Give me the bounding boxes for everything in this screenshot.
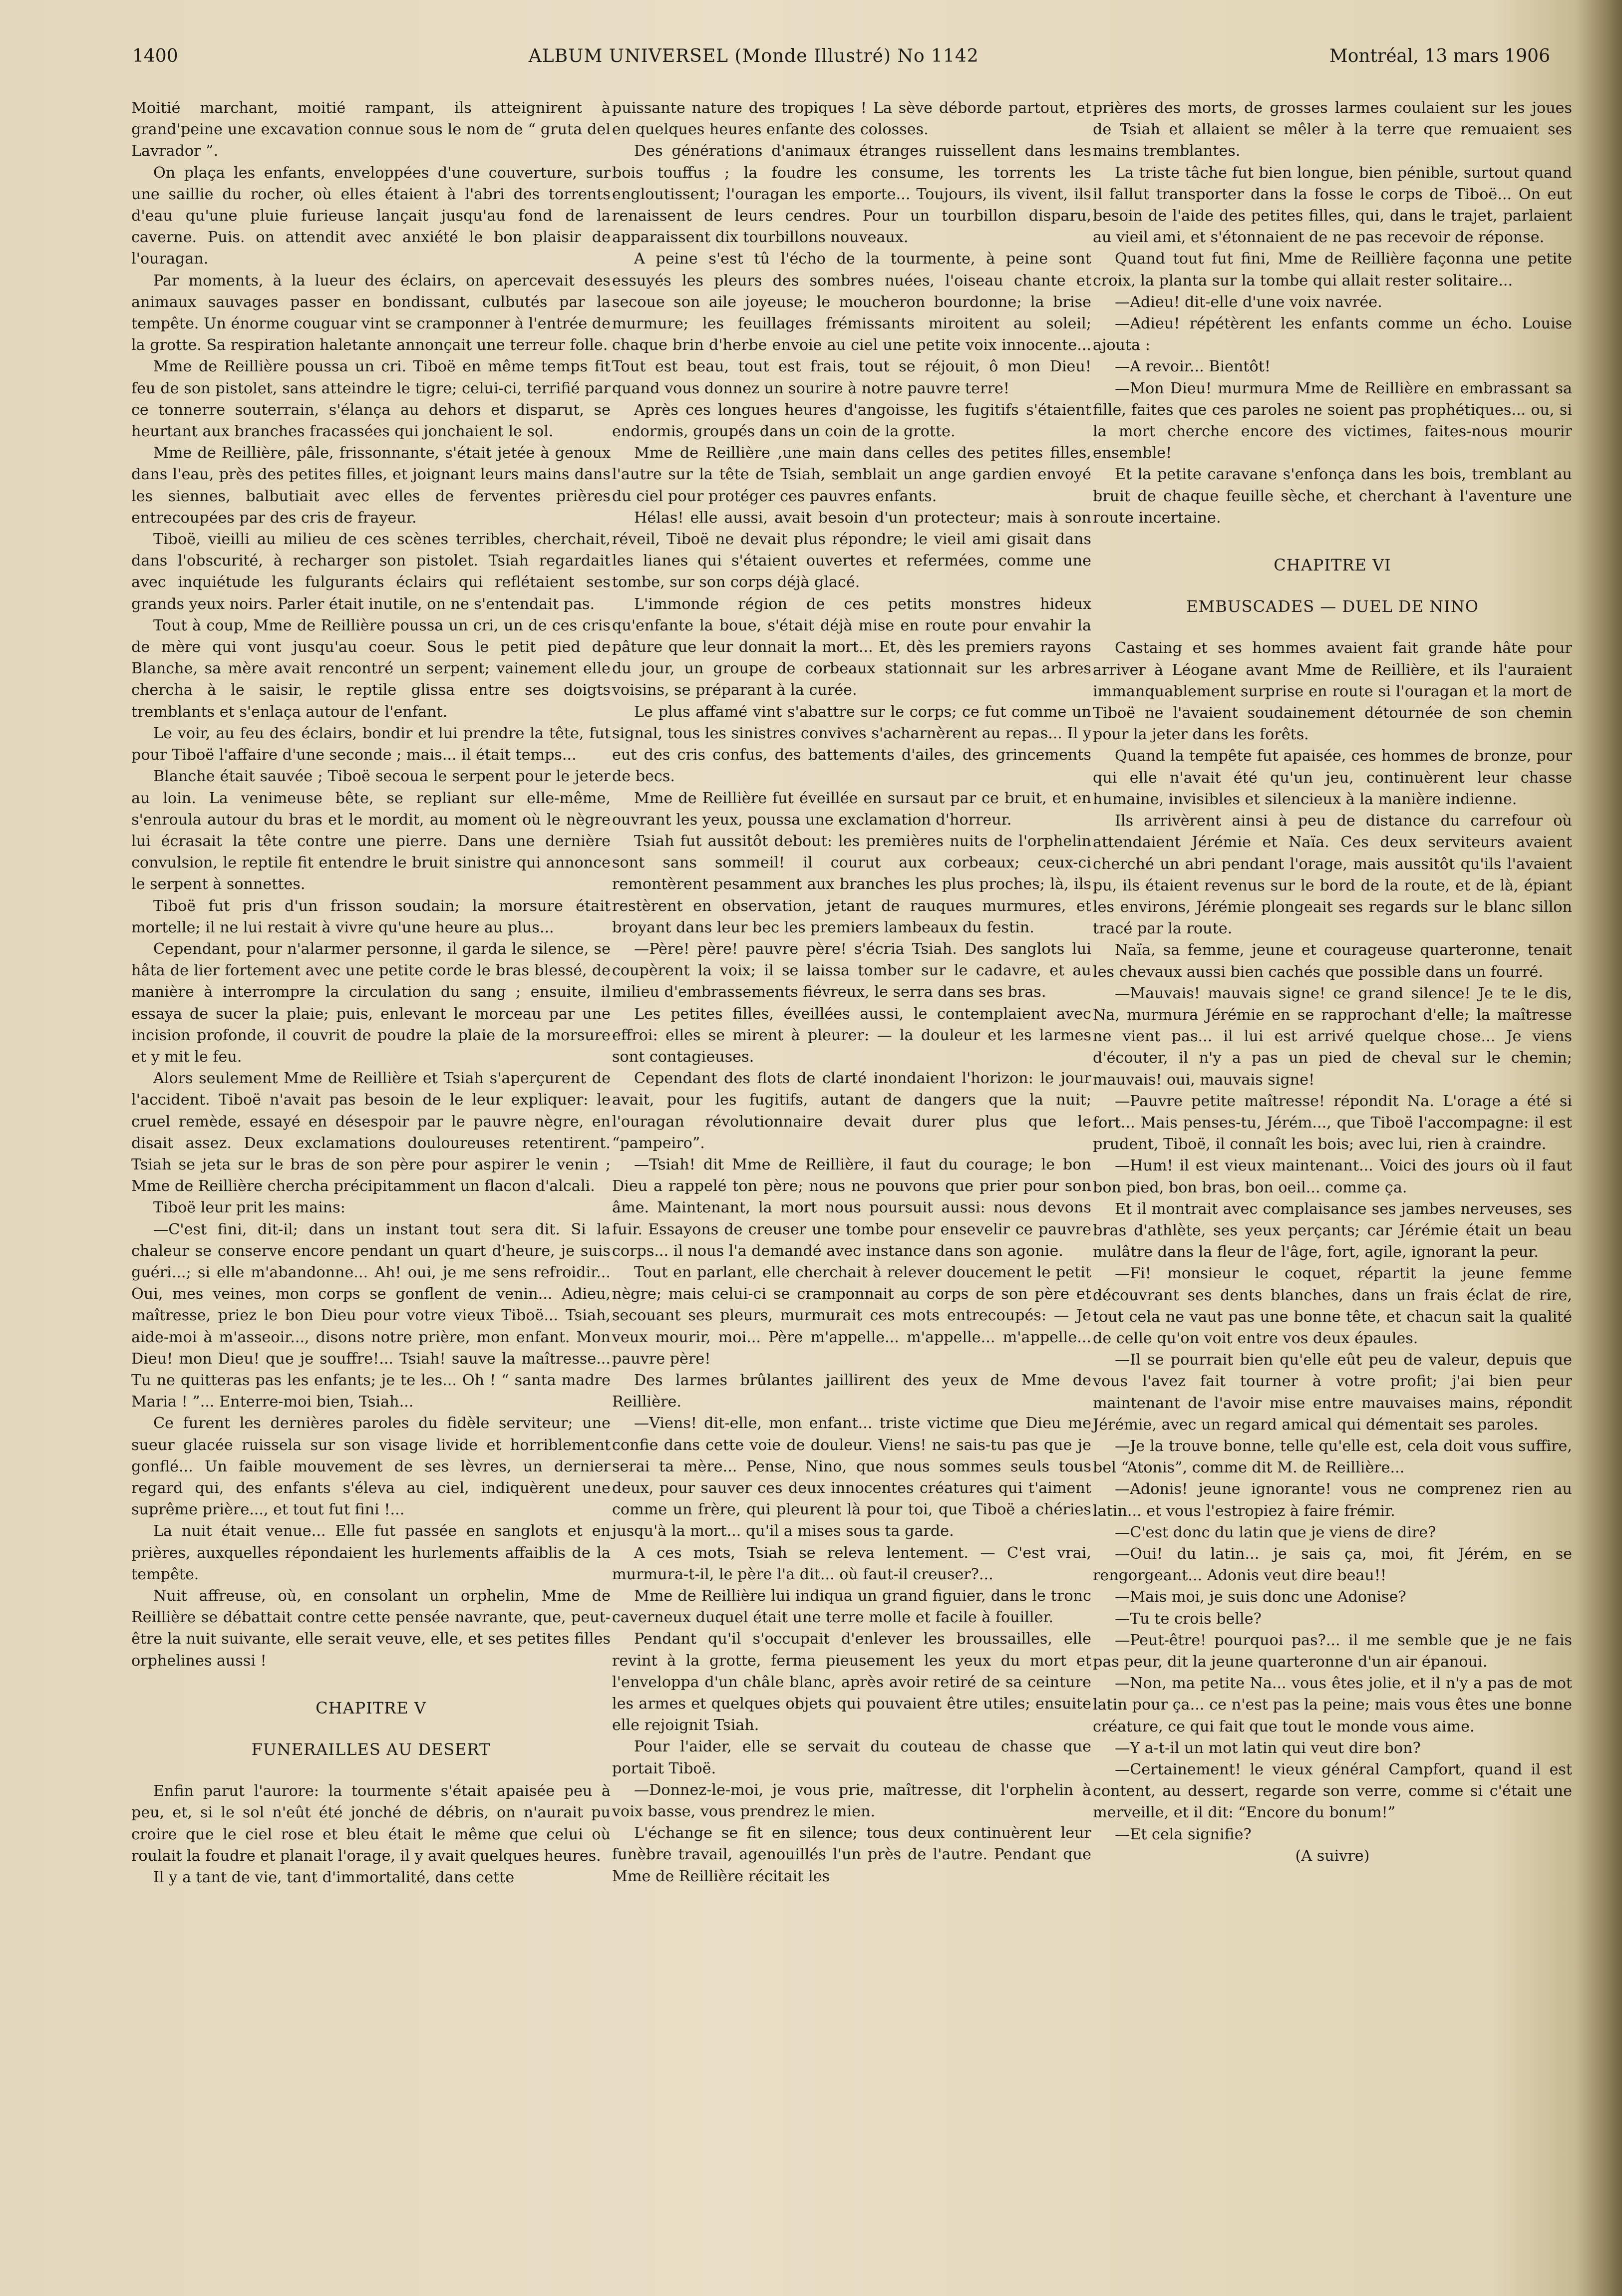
paragraph: —A revoir... Bientôt! — [1115, 358, 1271, 376]
chapter-6-title: CHAPITRE VI — [1274, 556, 1391, 575]
paragraph: —Certainement! le vieux général Campfort, quand il est content, au dessert, regarde son verre, comme si c'était une merveille, et il dit: “Encore du bonum!” — [1093, 1761, 1572, 1822]
paragraph: Ce furent les dernières paroles du fidèle serviteur; une sueur glacée ruissela sur son visage livide et horriblement gonflé... Un faible mouvement de ses lèvres, un dernier regard qui, des enfants s'éleva au ciel, indiquèrent une suprême prière..., et tout fut fini !... — [131, 1415, 611, 1519]
page-binding-shadow — [1577, 0, 1622, 2296]
column-1 — [131, 97, 611, 1888]
paragraph: —Et cela signifie? — [1115, 1825, 1252, 1843]
paragraph: —Non, ma petite Na... vous êtes jolie, et il n'y a pas de mot latin pour ça... ce n'est pas la peine; mais vous êtes une bonne créature, ce qui fait que tout le monde vous aime. — [1093, 1675, 1572, 1735]
paragraph: Hélas! elle aussi, avait besoin d'un protecteur; mais à son réveil, Tiboë ne devait plus répondre; le vieil ami gisait dans les lianes qui s'étaient ouvertes et refermées, comme une tombe, sur son corps déjà glacé. — [612, 509, 1091, 591]
chapter-6-subtitle: EMBUSCADES — DUEL DE NINO — [1186, 597, 1479, 616]
paragraph: Quand tout fut fini, Mme de Reillière façonna une petite croix, la planta sur la tombe qui allait rester solitaire... — [1093, 250, 1572, 289]
paragraph: —Père! père! pauvre père! s'écria Tsiah. Des sanglots lui coupèrent la voix; il se laissa tomber sur le cadavre, et au milieu d'embrassements fiévreux, le serra dans ses bras. — [612, 940, 1091, 1001]
paragraph: Ils arrivèrent ainsi à peu de distance du carrefour où attendaient Jérémie et Naïa. Ces deux serviteurs avaient cherché un abri pendant l'orage, mais aussitôt qu'ils l'avaient pu, ils étaient revenus sur le bord de la route, et de là, épiant les environs, Jérémie plongeait ses regards sur le blanc sillon tracé par la route. — [1093, 812, 1572, 938]
paragraph: —Hum! il est vieux maintenant... Voici des jours où il faut bon pied, bon bras, bon oeil... comme ça. — [1093, 1157, 1572, 1196]
paragraph: —Oui! du latin... je sais ça, moi, fit Jérém, en se rengorgeant... Adonis veut dire beau!! — [1093, 1545, 1572, 1585]
paragraph: Cependant des flots de clarté inondaient l'horizon: le jour avait, pour les fugitifs, autant de dangers que la nuit; l'ouragan révolutionnaire devait durer plus que le “pampeiro”. — [612, 1070, 1091, 1152]
paragraph: Tout en parlant, elle cherchait à relever doucement le petit nègre; mais celui-ci se cramponnait au corps de son père et secouant ses pleurs, murmurait ces mots entrecoupés: — Je veux mourir, moi... Père m'appelle... m'appelle... m'appelle... pauvre père! — [612, 1263, 1091, 1368]
paragraph: Mme de Reillière, pâle, frissonnante, s'était jetée à genoux dans l'eau, près des petites filles, et joignant leurs mains dans les siennes, balbutiait avec elles de ferventes prières entrecoupées par des cris de frayeur. — [131, 444, 611, 527]
paragraph: —Y a-t-il un mot latin qui veut dire bon? — [1115, 1739, 1421, 1757]
paragraph: Et il montrait avec complaisance ses jambes nerveuses, ses bras d'athlète, ses yeux perçants; car Jérémie était un beau mulâtre dans la fleur de l'âge, fort, agile, ignorant la peur. — [1093, 1200, 1572, 1261]
paragraph: Par moments, à la lueur des éclairs, on apercevait des animaux sauvages passer en bondissant, culbutés par la tempête. Un énorme couguar vint se cramponner à l'entrée de la grotte. Sa respiration haletante annonçait une terreur folle. — [131, 272, 611, 354]
paragraph: —C'est fini, dit-il; dans un instant tout sera dit. Si la chaleur se conserve encore pendant un quart d'heure, je suis guéri...; si elle m'abandonne... Ah! oui, je me sens refroidir... Oui, mes veines, mon corps se gonflent de venin... Adieu, maîtresse, priez le bon Dieu pour votre vieux Tiboë... Tsiah, aide-moi à m'asseoir..., disons notre prière, mon enfant. Mon Dieu! mon Dieu! que je souffre!... Tsiah! sauve la maîtresse... Tu ne quitteras pas les enfants; je te les... Oh ! “ santa madre Maria ! ”... Enterre-moi bien, Tsiah... — [131, 1220, 611, 1411]
paragraph: Le voir, au feu des éclairs, bondir et lui prendre la tête, fut pour Tiboë l'affaire d'une seconde ; mais... il était temps... — [131, 724, 611, 764]
paragraph: Enfin parut l'aurore: la tourmente s'était apaisée peu à peu, et, si le sol n'eût été jonché de débris, on n'aurait pu croire que le ciel rose et bleu était le même que celui où roulait la foudre et planait l'orage, il y avait quelques heures. — [131, 1782, 611, 1865]
paragraph: —Mauvais! mauvais signe! ce grand silence! Je te le dis, Na, murmura Jérémie en se rapprochant d'elle; la maîtresse ne vient pas... il lui est arrivé quelque chose... Je viens d'écouter, il n'y a pas un pied de cheval sur le chemin; mauvais! oui, mauvais signe! — [1093, 984, 1572, 1089]
paragraph: A ces mots, Tsiah se releva lentement. — C'est vrai, murmura-t-il, le père l'a dit... où faut-il creuser?... — [612, 1544, 1091, 1583]
paragraph: —Adieu! dit-elle d'une voix navrée. — [1115, 293, 1382, 311]
chapter-5-title: CHAPITRE V — [316, 1698, 426, 1718]
paragraph: La nuit était venue... Elle fut passée en sanglots et en prières, auxquelles répondaient les hurlements affaiblis de la tempête. — [131, 1522, 611, 1583]
paragraph: Mme de Reillière fut éveillée en sursaut par ce bruit, et en ouvrant les yeux, poussa une exclamation d'horreur. — [612, 789, 1091, 829]
page-header — [132, 46, 1550, 76]
paragraph: Tiboë fut pris d'un frisson soudain; la morsure était mortelle; il ne lui restait à vivre qu'une heure au plus... — [131, 897, 611, 936]
paragraph: —Peut-être! pourquoi pas?... il me semble que je ne fais pas peur, dit la jeune quarteronne d'un air épanoui. — [1093, 1631, 1572, 1671]
paragraph: —C'est donc du latin que je viens de dire? — [1115, 1523, 1436, 1541]
paragraph: Après ces longues heures d'angoisse, les fugitifs s'étaient endormis, groupés dans un coin de la grotte. — [612, 401, 1091, 441]
paragraph: —Je la trouve bonne, telle qu'elle est, cela doit vous suffire, bel “Atonis”, comme dit M. de Reillière... — [1093, 1437, 1572, 1477]
paragraph: Les petites filles, éveillées aussi, le contemplaient avec effroi: elles se mirent à pleurer: — la douleur et les larmes sont contagieuses. — [612, 1005, 1091, 1066]
paragraph: L'immonde région de ces petits monstres hideux qu'enfante la boue, s'était déjà mise en route pour envahir la pâture que leur donnait la mort... Et, dès les premiers rayons du jour, un groupe de corbeaux stationnait sur les arbres voisins, se préparant à la curée. — [612, 595, 1091, 699]
paragraph: —Tu te crois belle? — [1115, 1610, 1262, 1628]
paragraph: Quand la tempête fut apaisée, ces hommes de bronze, pour qui elle n'avait été qu'un jeu, continuèrent leur chasse humaine, invisibles et silencieux à la manière indienne. — [1093, 747, 1572, 808]
page-number: 1400 — [132, 46, 178, 66]
paragraph: Le plus affamé vint s'abattre sur le corps; ce fut comme un signal, tous les sinistres convives s'acharnèrent au repas... Il y eut des cris confus, des battements d'ailes, des grincements de becs. — [612, 703, 1091, 786]
paragraph: Castaing et ses hommes avaient fait grande hâte pour arriver à Léogane avant Mme de Reillière, et ils l'auraient immanquablement surprise en route si l'ouragan et la mort de Tiboë ne l'avaient soudainement détournée de son chemin pour la jeter dans les forêts. — [1093, 639, 1572, 744]
paragraph: A peine s'est tû l'écho de la tourmente, à peine sont essuyés les pleurs des sombres nuées, l'oiseau chante et secoue son aile joyeuse; le moucheron bourdonne; la brise murmure; les feuillages frémissants miroitent au soleil; chaque brin d'herbe envoie au ciel une petite voix innocente... Tout est beau, tout est frais, tout se réjouit, ô mon Dieu! quand vous donnez un sourire à notre pauvre terre! — [612, 250, 1091, 397]
paragraph: Pour l'aider, elle se servait du couteau de chasse que portait Tiboë. — [612, 1738, 1091, 1777]
paragraph: —Mon Dieu! murmura Mme de Reillière en embrassant sa fille, faites que ces paroles ne soient pas prophétiques... ou, si la mort cherche encore des victimes, faites-nous mourir ensemble! — [1093, 379, 1572, 462]
paragraph: Alors seulement Mme de Reillière et Tsiah s'aperçurent de l'accident. Tiboë n'avait pas besoin de le leur expliquer: le cruel remède, essayé en désespoir par le pauvre nègre, en disait assez. Deux exclamations douloureuses retentirent. Tsiah se jeta sur le bras de son père pour aspirer le venin ; Mme de Reillière chercha précipitamment un flacon d'alcali. — [131, 1070, 611, 1195]
paragraph: Il y a tant de vie, tant d'immortalité, dans cette — [153, 1869, 515, 1887]
to-be-continued: (A suivre) — [1295, 1847, 1370, 1865]
paragraph: Cependant, pour n'alarmer personne, il garda le silence, se hâta de lier fortement avec une petite corde le bras blessé, de manière à interrompre la circulation du sang ; ensuite, il essaya de sucer la plaie; puis, enlevant le morceau par une incision profonde, il couvrit de poudre la plaie de la morsure et y mit le feu. — [131, 940, 611, 1066]
publication-title: ALBUM UNIVERSEL (Monde Illustré) No 1142 — [528, 46, 979, 66]
paragraph: prières des morts, de grosses larmes coulaient sur les joues de Tsiah et allaient se mêler à la terre que remuaient ses mains tremblantes. — [1093, 99, 1572, 160]
paragraph: —Tsiah! dit Mme de Reillière, il faut du courage; le bon Dieu a rappelé ton père; nous ne pouvons que prier pour son âme. Maintenant, la mort nous poursuit aussi: nous devons fuir. Essayons de creuser une tombe pour ensevelir ce pauvre corps... il nous l'a demandé avec instance dans son agonie. — [612, 1155, 1091, 1260]
paragraph: —Fi! monsieur le coquet, répartit la jeune femme découvrant ses dents blanches, dans un frais éclat de rire, tout cela ne vaut pas une bonne tête, et chacun sait la qualité de celle qu'on voit entre vos deux épaules. — [1093, 1265, 1572, 1347]
paragraph: La triste tâche fut bien longue, bien pénible, surtout quand il fallut transporter dans la fosse le corps de Tiboë... On eut besoin de l'aide des petites filles, qui, dans le trajet, parlaient au vieil ami, et s'étonnaient de ne pas recevoir de réponse. — [1093, 164, 1572, 247]
paragraph: —Donnez-le-moi, je vous prie, maîtresse, dit l'orphelin à voix basse, vous prendrez le mien. — [612, 1781, 1091, 1821]
paragraph: Blanche était sauvée ; Tiboë secoua le serpent pour le jeter au loin. La venimeuse bête, se repliant sur elle-même, s'enroula autour du bras et le mordit, au moment où le nègre lui écrasait la tête contre une pierre. Dans une dernière convulsion, le reptile fit entendre le bruit sinistre qui annonce le serpent à sonnettes. — [131, 768, 611, 893]
issue-place-date: Montréal, 13 mars 1906 — [1329, 46, 1550, 66]
paragraph: Nuit affreuse, où, en consolant un orphelin, Mme de Reillière se débattait contre cette pensée navrante, que, peut-être la nuit suivante, elle serait veuve, elle, et ses petites filles orphelines aussi ! — [131, 1587, 611, 1670]
paragraph: Des larmes brûlantes jaillirent des yeux de Mme de Reillière. — [612, 1371, 1091, 1411]
paragraph: L'échange se fit en silence; tous deux continuèrent leur funèbre travail, agenouillés l'un près de l'autre. Pendant que Mme de Reillière récitait les — [612, 1824, 1091, 1885]
paragraph: Des générations d'animaux étranges ruissellent dans les bois touffus ; la foudre les consume, les torrents les engloutissent; l'ouragan les emporte... Toujours, ils vivent, ils renaissent de leurs cendres. Pour un tourbillon disparu, apparaissent dix tourbillons nouveaux. — [612, 142, 1091, 247]
paragraph: Pendant qu'il s'occupait d'enlever les broussailles, elle revint à la grotte, ferma pieusement les yeux du mort et l'enveloppa d'un châle blanc, après avoir retiré de sa ceinture les armes et quelques objets qui pouvaient être utiles; ensuite elle rejoignit Tsiah. — [612, 1630, 1091, 1734]
paragraph: —Adonis! jeune ignorante! vous ne comprenez rien au latin... et vous l'estropiez à faire frémir. — [1093, 1480, 1572, 1520]
paragraph: On plaça les enfants, enveloppées d'une couverture, sur une saillie du rocher, où elles étaient à l'abri des torrents d'eau qu'une pluie furieuse lançait jusqu'au fond de la caverne. Puis. on attendit avec anxiété le bon plaisir de l'ouragan. — [131, 164, 611, 268]
paragraph: Et la petite caravane s'enfonça dans les bois, tremblant au bruit de chaque feuille sèche, et cherchant à l'aventure une route incertaine. — [1093, 466, 1572, 527]
paragraph: Tout à coup, Mme de Reillière poussa un cri, un de ces cris de mère qui vont jusqu'au coeur. Sous le petit pied de Blanche, sa mère avait rencontré un serpent; vainement elle chercha à le saisir, le reptile glissa entre ses doigts tremblants et s'enlaça autour de l'enfant. — [131, 616, 611, 721]
column-2 — [612, 97, 1091, 1887]
paragraph: Mme de Reillière poussa un cri. Tiboë en même temps fit feu de son pistolet, sans atteindre le tigre; celui-ci, terrifié par ce tonnerre souterrain, s'élança au dehors et disparut, se heurtant aux branches fracassées qui jonchaient le sol. — [131, 358, 611, 441]
paragraph: Mme de Reillière ,une main dans celles des petites filles, l'autre sur la tête de Tsiah, semblait un ange gardien envoyé du ciel pour protéger ces pauvres enfants. — [612, 444, 1091, 505]
paragraph: Tiboë leur prit les mains: — [153, 1199, 345, 1217]
chapter-5-subtitle: FUNERAILLES AU DESERT — [251, 1740, 491, 1759]
paragraph: Naïa, sa femme, jeune et courageuse quarteronne, tenait les chevaux aussi bien cachés que possible dans un fourré. — [1093, 941, 1572, 981]
paragraph: puissante nature des tropiques ! La sève déborde partout, et en quelques heures enfante des colosses. — [612, 99, 1091, 139]
paragraph: —Il se pourrait bien qu'elle eût peu de valeur, depuis que vous l'avez fait tourner à votre profit; j'ai bien peur maintenant de l'avoir mise entre mauvaises mains, répondit Jérémie, avec un regard amical qui démentait ses paroles. — [1093, 1351, 1572, 1434]
paragraph: —Pauvre petite maîtresse! répondit Na. L'orage a été si fort... Mais penses-tu, Jérém..., que Tiboë l'accompagne: il est prudent, Tiboë, il connaît les bois; avec lui, rien à craindre. — [1093, 1092, 1572, 1153]
paragraph: —Viens! dit-elle, mon enfant... triste victime que Dieu me confie dans cette voie de douleur. Viens! ne sais-tu pas que je serai ta mère... Pense, Nino, que nous sommes seuls tous deux, pour sauver ces deux innocentes créatures qui t'aiment comme un frère, qui pleurent là pour toi, que Tiboë a chéries jusqu'à la mort... qu'il a mises sous ta garde. — [612, 1415, 1091, 1540]
paragraph: —Adieu! répétèrent les enfants comme un écho. Louise ajouta : — [1093, 315, 1572, 354]
paragraph: Moitié marchant, moitié rampant, ils atteignirent à grand'peine une excavation connue sous le nom de “ gruta del Lavrador ”. — [131, 99, 611, 160]
paragraph: Mme de Reillière lui indiqua un grand figuier, dans le tronc caverneux duquel était une terre molle et facile à fouiller. — [612, 1587, 1091, 1627]
paragraph: Tiboë, vieilli au milieu de ces scènes terribles, cherchait, dans l'obscurité, à recharger son pistolet. Tsiah regardait avec inquiétude les fulgurants éclairs qui reflétaient ses grands yeux noirs. Parler était inutile, on ne s'entendait pas. — [131, 531, 611, 613]
column-3 — [1093, 97, 1572, 1867]
paragraph: —Mais moi, je suis donc une Adonise? — [1115, 1588, 1406, 1606]
paragraph: Tsiah fut aussitôt debout: les premières nuits de l'orphelin sont sans sommeil! il courut aux corbeaux; ceux-ci remontèrent pesamment aux branches les plus proches; là, ils restèrent en observation, jetant de rauques murmures, et broyant dans leur bec les premiers lambeaux du festin. — [612, 832, 1091, 936]
